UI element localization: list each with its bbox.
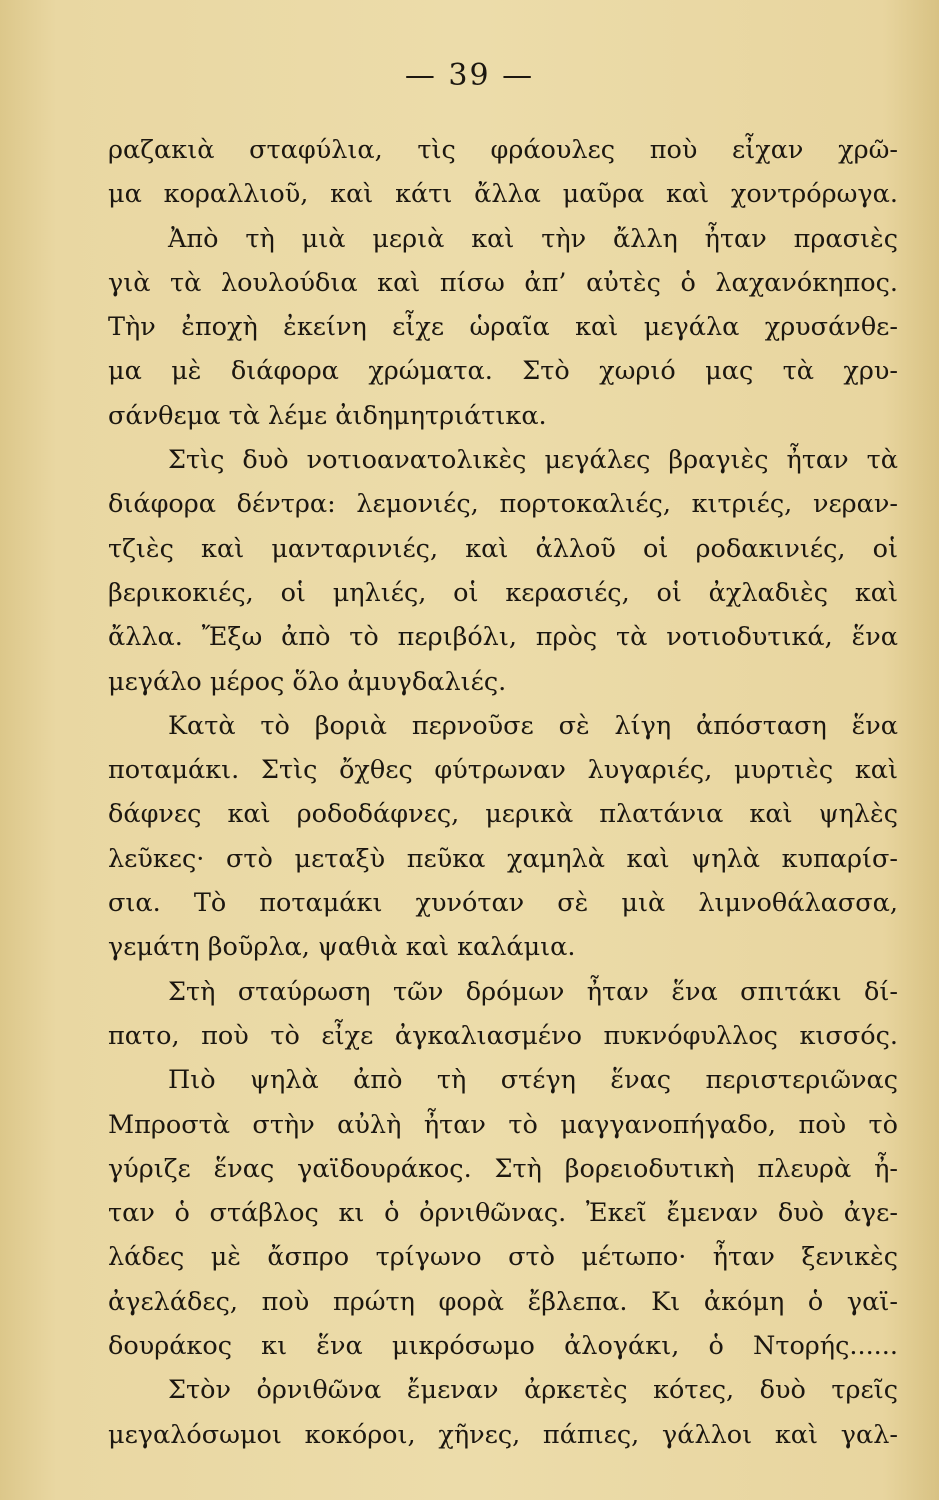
text-line: Μπροστὰ στὴν αὐλὴ ἦταν τὸ μαγγανοπήγαδο, ποὺ τὸ — [108, 1109, 898, 1140]
text-line: Στὶς δυὸ νοτιοανατολικὲς μεγάλες βραγιὲς ἦταν τὰ — [168, 445, 898, 476]
text-line: δουράκος κι ἕνα μικρόσωμο ἀλογάκι, ὁ Ντορής...... — [108, 1331, 898, 1362]
text-line: μεγαλόσωμοι κοκόροι, χῆνες, πάπιες, γάλλοι καὶ γαλ- — [108, 1419, 898, 1450]
text-line: γεμάτη βοῦρλα, ψαθιὰ καὶ καλάμια. — [108, 932, 576, 963]
text-line: σια. Τὸ ποταμάκι χυνόταν σὲ μιὰ λιμνοθάλασσα, — [108, 888, 898, 919]
text-line: διάφορα δέντρα: λεμονιές, πορτοκαλιές, κιτριές, νεραν- — [108, 489, 898, 520]
text-line: πατο, ποὺ τὸ εἶχε ἀγκαλιασμένο πυκνόφυλλος κισσός. — [108, 1020, 898, 1051]
text-line: ποταμάκι. Στὶς ὄχθες φύτρωναν λυγαριές, μυρτιὲς καὶ — [108, 755, 898, 786]
text-line: Ἀπὸ τὴ μιὰ μεριὰ καὶ τὴν ἄλλη ἦταν πρασιὲς — [168, 223, 898, 254]
text-line: Τὴν ἐποχὴ ἐκείνη εἶχε ὡραῖα καὶ μεγάλα χρυσάνθε- — [108, 312, 898, 343]
body-text — [108, 128, 898, 1457]
text-line: ἀγελάδες, ποὺ πρώτη φορὰ ἔβλεπα. Κι ἀκόμη ὁ γαϊ- — [108, 1286, 898, 1317]
text-line: βερικοκιές, οἱ μηλιές, οἱ κερασιές, οἱ ἀχλαδιὲς καὶ — [108, 577, 898, 608]
text-line: δάφνες καὶ ροδοδάφνες, μερικὰ πλατάνια καὶ ψηλὲς — [108, 799, 898, 830]
text-line: μα μὲ διάφορα χρώματα. Στὸ χωριό μας τὰ χρυ- — [108, 356, 898, 387]
text-line: σάνθεμα τὰ λέμε ἀιδημητριάτικα. — [108, 400, 547, 431]
text-line: τζιὲς καὶ μανταρινιές, καὶ ἀλλοῦ οἱ ροδακινιές, οἱ — [108, 533, 898, 564]
text-line: μεγάλο μέρος ὅλο ἀμυγδαλιές. — [108, 666, 507, 697]
text-line: Πιὸ ψηλὰ ἀπὸ τὴ στέγη ἕνας περιστεριῶνας — [168, 1065, 898, 1096]
text-line: Στὸν ὀρνιθῶνα ἔμεναν ἀρκετὲς κότες, δυὸ τρεῖς — [168, 1375, 898, 1406]
text-line: ραζακιὰ σταφύλια, τὶς φράουλες ποὺ εἶχαν χρῶ- — [108, 135, 898, 165]
text-line: ταν ὁ στάβλος κι ὁ ὀρνιθῶνας. Ἐκεῖ ἔμεναν δυὸ ἀγε- — [108, 1198, 898, 1229]
text-line: ἄλλα. Ἔξω ἀπὸ τὸ περιβόλι, πρὸς τὰ νοτιοδυτικά, ἕνα — [108, 622, 898, 653]
page-number: — 39 — — [404, 58, 535, 93]
text-line: μα κοραλλιοῦ, καὶ κάτι ἄλλα μαῦρα καὶ χοντρόρωγα. — [108, 179, 898, 210]
text-line: λάδες μὲ ἄσπρο τρίγωνο στὸ μέτωπο· ἦταν ξενικὲς — [108, 1242, 898, 1273]
text-line: λεῦκες· στὸ μεταξὺ πεῦκα χαμηλὰ καὶ ψηλὰ κυπαρίσ- — [108, 843, 898, 874]
text-line: γύριζε ἕνας γαϊδουράκος. Στὴ βορειοδυτικὴ πλευρὰ ἦ- — [108, 1153, 898, 1184]
text-line: Κατὰ τὸ βοριὰ περνοῦσε σὲ λίγη ἀπόσταση ἕνα — [168, 710, 898, 741]
text-line: Στὴ σταύρωση τῶν δρόμων ἦταν ἕνα σπιτάκι δί- — [168, 976, 898, 1007]
text-line: γιὰ τὰ λουλούδια καὶ πίσω ἀπ’ αὐτὲς ὁ λαχανόκηπος. — [108, 267, 898, 298]
